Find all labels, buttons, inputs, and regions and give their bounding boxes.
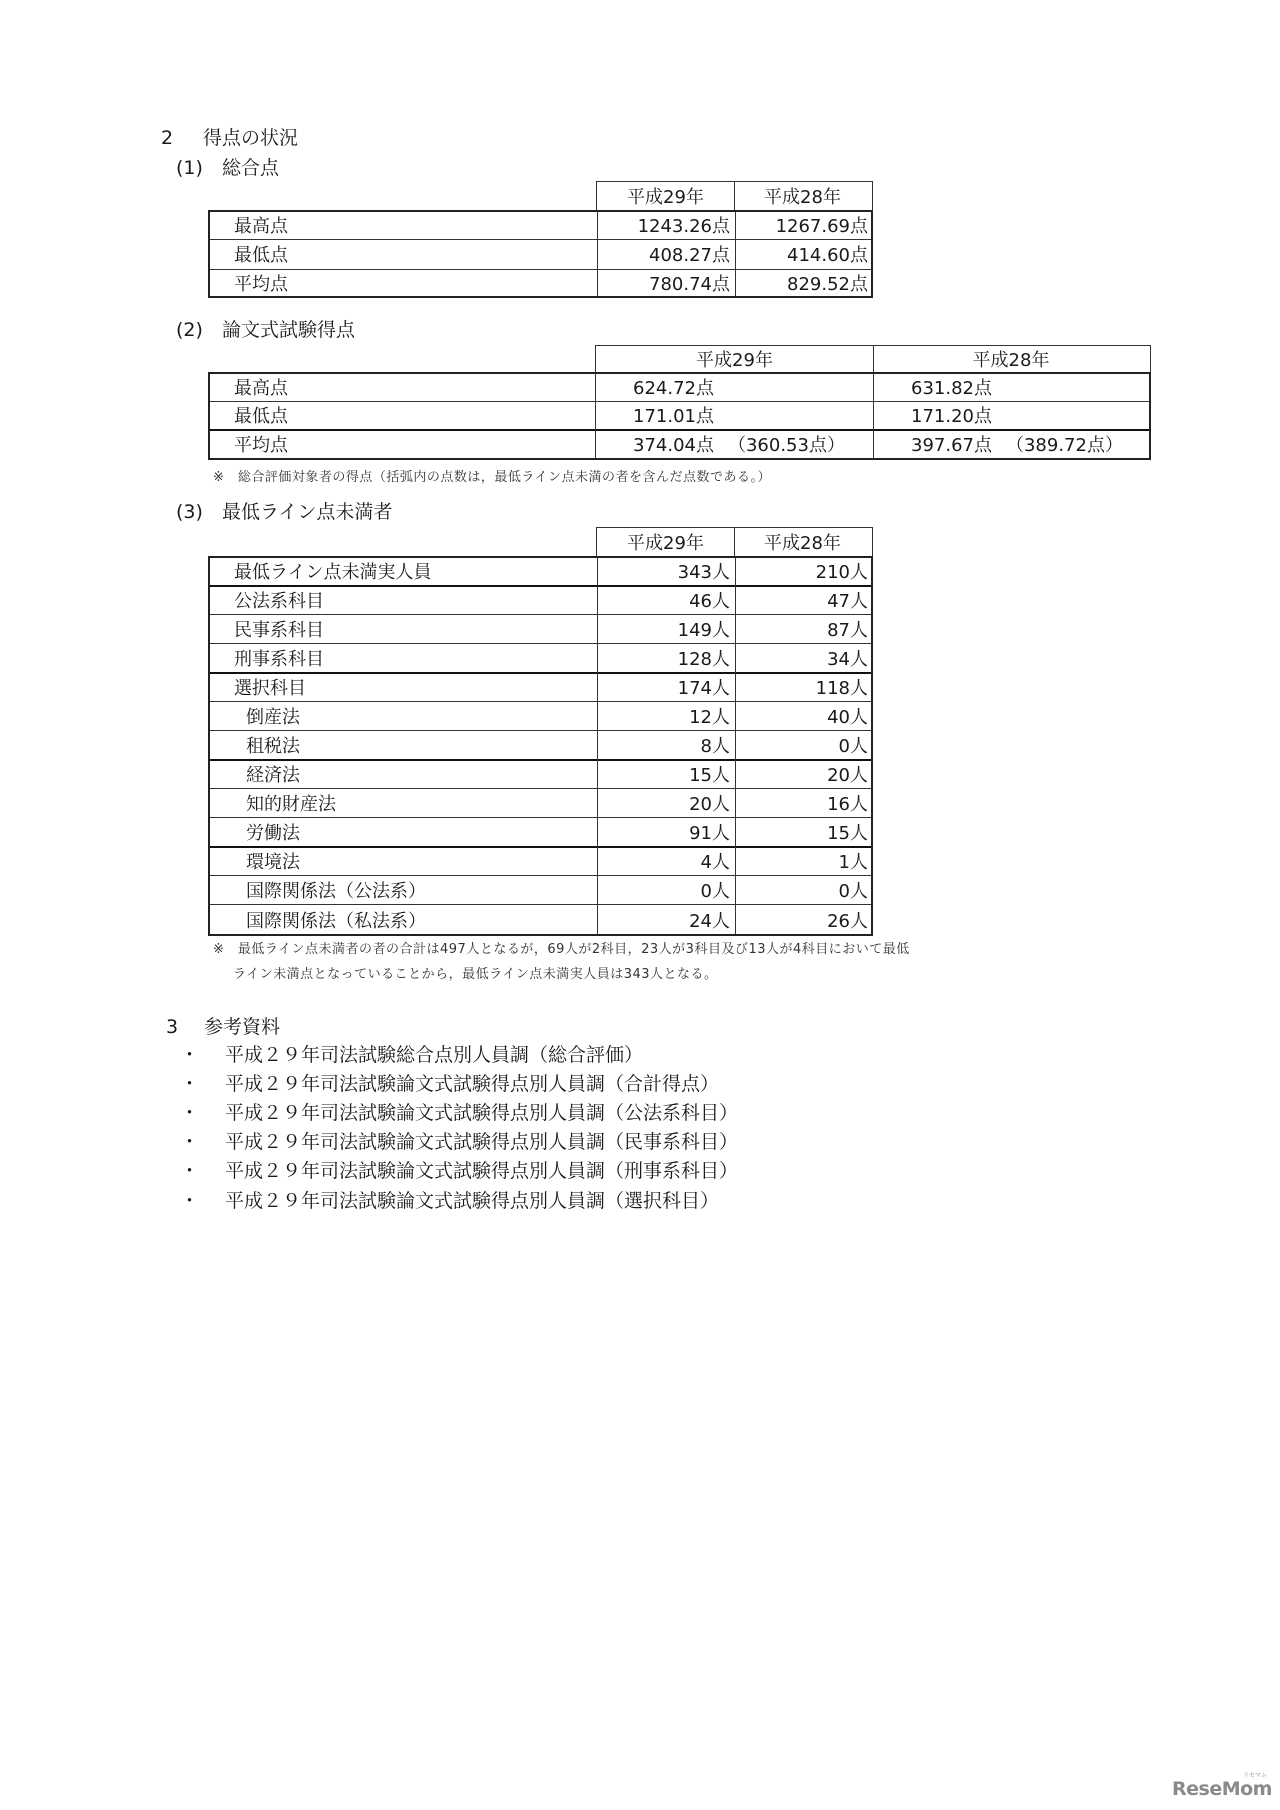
- row-label: 最高点: [234, 377, 288, 399]
- row-label: 平均点: [234, 273, 288, 295]
- section2-title: 得点の状況: [203, 127, 299, 149]
- row-label: 国際関係法（公法系）: [246, 880, 426, 902]
- row-label: 刑事系科目: [234, 648, 324, 670]
- bullet-icon: ・: [180, 1073, 200, 1095]
- row-value-h28: 34人: [827, 648, 868, 670]
- header-h28: 平成28年: [733, 181, 873, 211]
- row-value-h29: 128人: [677, 648, 730, 670]
- sub3-title: 最低ライン点未満者: [222, 501, 393, 523]
- row-value-h28: 1人: [838, 851, 868, 873]
- row-value-h28: 87人: [827, 619, 868, 641]
- value: 397.67点: [911, 435, 992, 456]
- row-label: 租税法: [246, 735, 300, 757]
- row-value-h28: 15人: [827, 822, 868, 844]
- row-label: 環境法: [246, 851, 300, 873]
- row-value-h28: 829.52点: [787, 273, 868, 295]
- row-value-h29: [595, 401, 873, 429]
- value: 171.20点: [911, 406, 992, 427]
- sub3-number: (3): [176, 501, 203, 523]
- row-value-h28: 20人: [827, 764, 868, 786]
- reference-item: 平成２９年司法試験総合点別人員調（総合評価）: [225, 1044, 644, 1066]
- row-value-h28: 0人: [838, 880, 868, 902]
- row-value-h29: 408.27点: [649, 244, 730, 266]
- row-label: 最低ライン点未満実人員: [234, 561, 432, 583]
- value-incl-below-line: （389.72点）: [1005, 435, 1123, 456]
- row-value-h29: [595, 429, 873, 459]
- row-value-h29: [595, 372, 873, 401]
- row-value-h29: 1243.26点: [637, 215, 730, 237]
- row-value-h29: 12人: [689, 706, 730, 728]
- row-value-h29: 780.74点: [649, 273, 730, 295]
- sub1-number: (1): [176, 157, 203, 179]
- row-value-h29: 20人: [689, 793, 730, 815]
- row-label: 経済法: [246, 764, 300, 786]
- sub1-title: 総合点: [222, 157, 280, 179]
- row-value-h29: 149人: [677, 619, 730, 641]
- row-value-h28: 414.60点: [787, 244, 868, 266]
- header-h29: 平成29年: [595, 345, 874, 373]
- row-value-h28: 0人: [838, 735, 868, 757]
- reference-item: 平成２９年司法試験論文式試験得点別人員調（刑事系科目）: [225, 1160, 739, 1182]
- row-value-h29: 0人: [700, 880, 730, 902]
- row-label: 公法系科目: [234, 590, 324, 612]
- row-label: 労働法: [246, 822, 300, 844]
- row-value-h29: 4人: [700, 851, 730, 873]
- watermark-kana: リセマム: [1243, 1772, 1267, 1779]
- sub2-number: (2): [176, 319, 203, 341]
- row-label: 平均点: [234, 435, 288, 456]
- section3-number: 3: [166, 1016, 179, 1038]
- sub2-title: 論文式試験得点: [222, 319, 356, 341]
- row-label: 民事系科目: [234, 619, 324, 641]
- reference-item: 平成２９年司法試験論文式試験得点別人員調（公法系科目）: [225, 1102, 739, 1124]
- row-value-h29: 8人: [700, 735, 730, 757]
- row-label: 最高点: [234, 215, 288, 237]
- header-h28: 平成28年: [733, 527, 873, 557]
- below-min-line-note-line1: ※ 最低ライン点未満者の者の合計は497人となるが，69人が2科目，23人が3科目及び13人が4科目において最低: [213, 942, 910, 957]
- row-value-h29: 343人: [677, 561, 730, 583]
- row-value-h28: 16人: [827, 793, 868, 815]
- bullet-icon: ・: [180, 1044, 200, 1066]
- bullet-icon: ・: [180, 1131, 200, 1153]
- row-label: 選択科目: [234, 677, 306, 699]
- reference-item: 平成２９年司法試験論文式試験得点別人員調（民事系科目）: [225, 1131, 739, 1153]
- header-h28: 平成28年: [872, 345, 1151, 373]
- section2-number: 2: [161, 127, 174, 149]
- row-label: 知的財産法: [246, 793, 336, 815]
- value: 374.04点: [633, 435, 714, 456]
- row-value-h28: 26人: [827, 910, 868, 932]
- value: 171.01点: [633, 406, 714, 427]
- value-incl-below-line: （360.53点）: [727, 435, 845, 456]
- row-value-h28: 47人: [827, 590, 868, 612]
- row-value-h28: [873, 372, 1150, 401]
- row-value-h28: 210人: [815, 561, 868, 583]
- section3-title: 参考資料: [204, 1016, 281, 1038]
- essay-score-note: ※ 総合評価対象者の得点（括弧内の点数は，最低ライン点未満の者を含んだ点数である。）: [213, 470, 772, 485]
- resemom-logo: ReseMom: [1172, 1778, 1272, 1800]
- row-label: 最低点: [234, 406, 288, 427]
- row-value-h29: 46人: [689, 590, 730, 612]
- row-value-h28: 1267.69点: [775, 215, 868, 237]
- reference-item: 平成２９年司法試験論文式試験得点別人員調（選択科目）: [225, 1190, 720, 1212]
- bullet-icon: ・: [180, 1102, 200, 1124]
- header-h29: 平成29年: [596, 181, 735, 211]
- row-value-h29: 24人: [689, 910, 730, 932]
- reference-item: 平成２９年司法試験論文式試験得点別人員調（合計得点）: [225, 1073, 720, 1095]
- below-min-line-note-line2: ライン未満点となっていることから，最低ライン点未満実人員は343人となる。: [233, 967, 718, 982]
- row-value-h28: 40人: [827, 706, 868, 728]
- value: 631.82点: [911, 377, 992, 399]
- row-value-h29: 91人: [689, 822, 730, 844]
- row-value-h29: 174人: [677, 677, 730, 699]
- row-value-h28: 118人: [815, 677, 868, 699]
- value: 624.72点: [633, 377, 714, 399]
- header-h29: 平成29年: [596, 527, 735, 557]
- row-label: 最低点: [234, 244, 288, 266]
- row-value-h28: [873, 401, 1150, 429]
- row-label: 倒産法: [246, 706, 300, 728]
- bullet-icon: ・: [180, 1190, 200, 1212]
- row-value-h28: [873, 429, 1150, 459]
- bullet-icon: ・: [180, 1160, 200, 1182]
- row-label: 国際関係法（私法系）: [246, 910, 426, 932]
- row-value-h29: 15人: [689, 764, 730, 786]
